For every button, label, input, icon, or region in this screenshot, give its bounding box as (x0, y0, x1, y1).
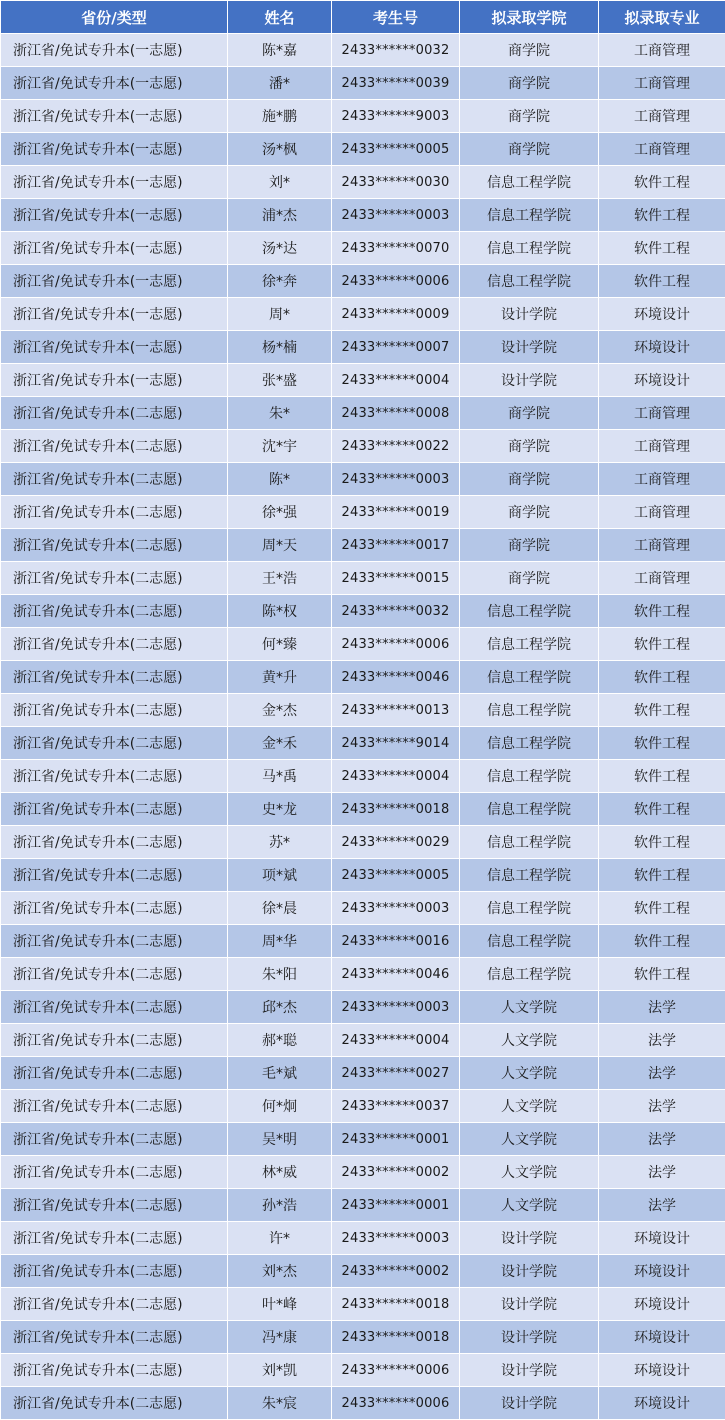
cell-major: 法学 (599, 1156, 725, 1189)
cell-province-type: 浙江省/免试专升本(一志愿) (1, 34, 228, 67)
cell-major: 工商管理 (599, 397, 725, 430)
cell-college: 信息工程学院 (460, 859, 599, 892)
table-row (1, 661, 725, 694)
cell-major: 法学 (599, 1057, 725, 1090)
cell-major: 法学 (599, 1189, 725, 1222)
cell-name: 汤*达 (228, 232, 332, 265)
cell-province-type: 浙江省/免试专升本(二志愿) (1, 463, 228, 496)
cell-province-type: 浙江省/免试专升本(二志愿) (1, 1123, 228, 1156)
cell-major: 软件工程 (599, 595, 725, 628)
cell-name: 陈*权 (228, 595, 332, 628)
cell-name: 马*禹 (228, 760, 332, 793)
cell-college: 设计学院 (460, 1387, 599, 1420)
cell-college: 信息工程学院 (460, 232, 599, 265)
cell-name: 周*华 (228, 925, 332, 958)
cell-exam-number: 2433******0037 (332, 1090, 460, 1123)
cell-exam-number: 2433******0070 (332, 232, 460, 265)
cell-exam-number: 2433******0006 (332, 265, 460, 298)
cell-college: 商学院 (460, 100, 599, 133)
cell-major: 工商管理 (599, 133, 725, 166)
table-row (1, 133, 725, 166)
cell-province-type: 浙江省/免试专升本(二志愿) (1, 628, 228, 661)
cell-name: 徐*奔 (228, 265, 332, 298)
cell-college: 信息工程学院 (460, 826, 599, 859)
cell-exam-number: 2433******0002 (332, 1255, 460, 1288)
cell-college: 人文学院 (460, 1057, 599, 1090)
cell-province-type: 浙江省/免试专升本(一志愿) (1, 133, 228, 166)
table-row (1, 1024, 725, 1057)
cell-college: 人文学院 (460, 1123, 599, 1156)
cell-name: 项*斌 (228, 859, 332, 892)
cell-name: 朱*宸 (228, 1387, 332, 1420)
cell-province-type: 浙江省/免试专升本(二志愿) (1, 826, 228, 859)
cell-name: 史*龙 (228, 793, 332, 826)
cell-name: 吴*明 (228, 1123, 332, 1156)
cell-province-type: 浙江省/免试专升本(二志愿) (1, 661, 228, 694)
cell-name: 徐*强 (228, 496, 332, 529)
cell-province-type: 浙江省/免试专升本(二志愿) (1, 1024, 228, 1057)
header-major: 拟录取专业 (599, 1, 725, 34)
cell-exam-number: 2433******0003 (332, 991, 460, 1024)
cell-major: 环境设计 (599, 298, 725, 331)
table-row (1, 430, 725, 463)
cell-exam-number: 2433******0039 (332, 67, 460, 100)
cell-name: 金*杰 (228, 694, 332, 727)
table-row (1, 67, 725, 100)
cell-exam-number: 2433******0004 (332, 760, 460, 793)
cell-exam-number: 2433******0004 (332, 364, 460, 397)
cell-exam-number: 2433******0005 (332, 133, 460, 166)
cell-major: 工商管理 (599, 496, 725, 529)
cell-name: 徐*晨 (228, 892, 332, 925)
cell-exam-number: 2433******0006 (332, 1387, 460, 1420)
cell-college: 信息工程学院 (460, 661, 599, 694)
cell-name: 潘* (228, 67, 332, 100)
cell-province-type: 浙江省/免试专升本(二志愿) (1, 397, 228, 430)
cell-name: 许* (228, 1222, 332, 1255)
cell-major: 环境设计 (599, 331, 725, 364)
table-row (1, 100, 725, 133)
table-row (1, 265, 725, 298)
cell-exam-number: 2433******0030 (332, 166, 460, 199)
cell-major: 工商管理 (599, 529, 725, 562)
cell-name: 金*禾 (228, 727, 332, 760)
table-row (1, 1288, 725, 1321)
cell-name: 杨*楠 (228, 331, 332, 364)
cell-major: 软件工程 (599, 265, 725, 298)
table-row (1, 793, 725, 826)
table-row (1, 892, 725, 925)
cell-exam-number: 2433******0005 (332, 859, 460, 892)
cell-college: 信息工程学院 (460, 793, 599, 826)
cell-college: 设计学院 (460, 1255, 599, 1288)
cell-exam-number: 2433******0003 (332, 1222, 460, 1255)
cell-major: 软件工程 (599, 859, 725, 892)
cell-major: 软件工程 (599, 727, 725, 760)
cell-name: 汤*枫 (228, 133, 332, 166)
cell-college: 商学院 (460, 496, 599, 529)
cell-major: 环境设计 (599, 1387, 725, 1420)
cell-exam-number: 2433******0009 (332, 298, 460, 331)
cell-major: 软件工程 (599, 892, 725, 925)
cell-exam-number: 2433******0018 (332, 793, 460, 826)
cell-name: 孙*浩 (228, 1189, 332, 1222)
cell-name: 邱*杰 (228, 991, 332, 1024)
cell-name: 刘*杰 (228, 1255, 332, 1288)
cell-exam-number: 2433******0019 (332, 496, 460, 529)
cell-exam-number: 2433******0022 (332, 430, 460, 463)
cell-college: 商学院 (460, 463, 599, 496)
header-province-type: 省份/类型 (1, 1, 228, 34)
cell-college: 设计学院 (460, 331, 599, 364)
cell-major: 环境设计 (599, 1288, 725, 1321)
cell-major: 法学 (599, 1123, 725, 1156)
cell-exam-number: 2433******0002 (332, 1156, 460, 1189)
table-row (1, 760, 725, 793)
cell-province-type: 浙江省/免试专升本(二志愿) (1, 595, 228, 628)
table-row (1, 397, 725, 430)
cell-exam-number: 2433******0004 (332, 1024, 460, 1057)
header-row (1, 1, 725, 34)
cell-name: 浦*杰 (228, 199, 332, 232)
cell-major: 软件工程 (599, 958, 725, 991)
cell-major: 软件工程 (599, 661, 725, 694)
cell-major: 软件工程 (599, 694, 725, 727)
cell-province-type: 浙江省/免试专升本(二志愿) (1, 1057, 228, 1090)
table-row (1, 298, 725, 331)
cell-name: 朱* (228, 397, 332, 430)
cell-name: 苏* (228, 826, 332, 859)
cell-name: 毛*斌 (228, 1057, 332, 1090)
table-row (1, 529, 725, 562)
cell-exam-number: 2433******0018 (332, 1288, 460, 1321)
cell-major: 软件工程 (599, 925, 725, 958)
cell-province-type: 浙江省/免试专升本(一志愿) (1, 67, 228, 100)
cell-college: 设计学院 (460, 298, 599, 331)
cell-college: 人文学院 (460, 1024, 599, 1057)
table-row (1, 199, 725, 232)
table-row (1, 826, 725, 859)
cell-province-type: 浙江省/免试专升本(二志愿) (1, 892, 228, 925)
cell-province-type: 浙江省/免试专升本(二志愿) (1, 430, 228, 463)
cell-province-type: 浙江省/免试专升本(二志愿) (1, 1090, 228, 1123)
cell-name: 何*臻 (228, 628, 332, 661)
cell-name: 冯*康 (228, 1321, 332, 1354)
cell-province-type: 浙江省/免试专升本(一志愿) (1, 100, 228, 133)
table-row (1, 463, 725, 496)
table-row (1, 1090, 725, 1123)
cell-college: 商学院 (460, 34, 599, 67)
cell-major: 环境设计 (599, 1354, 725, 1387)
cell-major: 环境设计 (599, 1321, 725, 1354)
cell-exam-number: 2433******9014 (332, 727, 460, 760)
cell-college: 人文学院 (460, 1189, 599, 1222)
cell-major: 工商管理 (599, 34, 725, 67)
cell-exam-number: 2433******0032 (332, 595, 460, 628)
cell-exam-number: 2433******0027 (332, 1057, 460, 1090)
cell-major: 法学 (599, 1024, 725, 1057)
table-row (1, 1321, 725, 1354)
cell-college: 设计学院 (460, 1354, 599, 1387)
table-row (1, 1057, 725, 1090)
cell-name: 陈* (228, 463, 332, 496)
cell-exam-number: 2433******0008 (332, 397, 460, 430)
cell-province-type: 浙江省/免试专升本(二志愿) (1, 1255, 228, 1288)
cell-name: 陈*嘉 (228, 34, 332, 67)
table-row (1, 1156, 725, 1189)
cell-province-type: 浙江省/免试专升本(二志愿) (1, 760, 228, 793)
cell-name: 黄*升 (228, 661, 332, 694)
cell-province-type: 浙江省/免试专升本(二志愿) (1, 694, 228, 727)
cell-major: 软件工程 (599, 826, 725, 859)
table-row (1, 859, 725, 892)
cell-province-type: 浙江省/免试专升本(一志愿) (1, 265, 228, 298)
cell-major: 工商管理 (599, 430, 725, 463)
cell-major: 环境设计 (599, 1222, 725, 1255)
table-row (1, 628, 725, 661)
table-header (1, 1, 725, 34)
cell-exam-number: 2433******0013 (332, 694, 460, 727)
header-exam-number: 考生号 (332, 1, 460, 34)
cell-province-type: 浙江省/免试专升本(二志愿) (1, 562, 228, 595)
cell-name: 朱*阳 (228, 958, 332, 991)
cell-province-type: 浙江省/免试专升本(二志愿) (1, 793, 228, 826)
cell-exam-number: 2433******0006 (332, 628, 460, 661)
table-row (1, 364, 725, 397)
cell-name: 周*天 (228, 529, 332, 562)
cell-college: 信息工程学院 (460, 199, 599, 232)
cell-province-type: 浙江省/免试专升本(二志愿) (1, 529, 228, 562)
cell-college: 设计学院 (460, 1222, 599, 1255)
cell-college: 人文学院 (460, 1090, 599, 1123)
cell-college: 设计学院 (460, 364, 599, 397)
cell-college: 商学院 (460, 562, 599, 595)
cell-major: 软件工程 (599, 628, 725, 661)
cell-province-type: 浙江省/免试专升本(一志愿) (1, 331, 228, 364)
cell-province-type: 浙江省/免试专升本(一志愿) (1, 166, 228, 199)
cell-college: 人文学院 (460, 1156, 599, 1189)
cell-province-type: 浙江省/免试专升本(二志愿) (1, 991, 228, 1024)
table-row (1, 595, 725, 628)
cell-name: 林*威 (228, 1156, 332, 1189)
cell-college: 设计学院 (460, 1288, 599, 1321)
table-row (1, 1354, 725, 1387)
cell-name: 刘* (228, 166, 332, 199)
table-row (1, 1123, 725, 1156)
cell-major: 工商管理 (599, 463, 725, 496)
cell-name: 叶*峰 (228, 1288, 332, 1321)
cell-college: 商学院 (460, 529, 599, 562)
cell-major: 软件工程 (599, 199, 725, 232)
table-row (1, 232, 725, 265)
cell-exam-number: 2433******9003 (332, 100, 460, 133)
cell-province-type: 浙江省/免试专升本(二志愿) (1, 1189, 228, 1222)
cell-name: 刘*凯 (228, 1354, 332, 1387)
cell-province-type: 浙江省/免试专升本(一志愿) (1, 199, 228, 232)
cell-college: 信息工程学院 (460, 892, 599, 925)
cell-province-type: 浙江省/免试专升本(二志愿) (1, 1222, 228, 1255)
cell-major: 软件工程 (599, 232, 725, 265)
cell-province-type: 浙江省/免试专升本(一志愿) (1, 364, 228, 397)
cell-major: 软件工程 (599, 793, 725, 826)
cell-name: 周* (228, 298, 332, 331)
cell-name: 郝*聪 (228, 1024, 332, 1057)
cell-major: 工商管理 (599, 562, 725, 595)
cell-exam-number: 2433******0016 (332, 925, 460, 958)
cell-major: 软件工程 (599, 760, 725, 793)
cell-province-type: 浙江省/免试专升本(二志愿) (1, 496, 228, 529)
cell-college: 信息工程学院 (460, 760, 599, 793)
cell-name: 沈*宇 (228, 430, 332, 463)
cell-college: 信息工程学院 (460, 925, 599, 958)
cell-province-type: 浙江省/免试专升本(二志愿) (1, 1321, 228, 1354)
cell-major: 法学 (599, 991, 725, 1024)
cell-college: 人文学院 (460, 991, 599, 1024)
table-row (1, 694, 725, 727)
cell-exam-number: 2433******0006 (332, 1354, 460, 1387)
cell-major: 环境设计 (599, 364, 725, 397)
cell-college: 信息工程学院 (460, 265, 599, 298)
cell-major: 环境设计 (599, 1255, 725, 1288)
cell-exam-number: 2433******0001 (332, 1189, 460, 1222)
cell-exam-number: 2433******0046 (332, 661, 460, 694)
cell-college: 商学院 (460, 430, 599, 463)
table-row (1, 496, 725, 529)
header-college: 拟录取学院 (460, 1, 599, 34)
cell-province-type: 浙江省/免试专升本(二志愿) (1, 859, 228, 892)
cell-college: 商学院 (460, 133, 599, 166)
cell-name: 施*鹏 (228, 100, 332, 133)
cell-exam-number: 2433******0007 (332, 331, 460, 364)
cell-exam-number: 2433******0001 (332, 1123, 460, 1156)
table-body (1, 34, 725, 1420)
cell-college: 信息工程学院 (460, 958, 599, 991)
cell-college: 设计学院 (460, 1321, 599, 1354)
cell-college: 信息工程学院 (460, 595, 599, 628)
cell-exam-number: 2433******0046 (332, 958, 460, 991)
cell-major: 软件工程 (599, 166, 725, 199)
header-name: 姓名 (228, 1, 332, 34)
table-row (1, 166, 725, 199)
cell-exam-number: 2433******0017 (332, 529, 460, 562)
cell-province-type: 浙江省/免试专升本(一志愿) (1, 298, 228, 331)
cell-exam-number: 2433******0003 (332, 463, 460, 496)
cell-college: 信息工程学院 (460, 694, 599, 727)
cell-province-type: 浙江省/免试专升本(一志愿) (1, 232, 228, 265)
table-row (1, 1387, 725, 1420)
cell-college: 信息工程学院 (460, 166, 599, 199)
cell-province-type: 浙江省/免试专升本(二志愿) (1, 1288, 228, 1321)
table-row (1, 34, 725, 67)
table-row (1, 958, 725, 991)
cell-college: 商学院 (460, 67, 599, 100)
table-row (1, 1255, 725, 1288)
cell-exam-number: 2433******0032 (332, 34, 460, 67)
table-row (1, 925, 725, 958)
table-row (1, 727, 725, 760)
cell-name: 张*盛 (228, 364, 332, 397)
table-row (1, 991, 725, 1024)
cell-major: 工商管理 (599, 100, 725, 133)
cell-province-type: 浙江省/免试专升本(二志愿) (1, 1354, 228, 1387)
cell-province-type: 浙江省/免试专升本(二志愿) (1, 958, 228, 991)
cell-province-type: 浙江省/免试专升本(二志愿) (1, 1387, 228, 1420)
cell-college: 信息工程学院 (460, 727, 599, 760)
cell-name: 王*浩 (228, 562, 332, 595)
cell-exam-number: 2433******0003 (332, 892, 460, 925)
cell-exam-number: 2433******0018 (332, 1321, 460, 1354)
cell-province-type: 浙江省/免试专升本(二志愿) (1, 925, 228, 958)
cell-province-type: 浙江省/免试专升本(二志愿) (1, 727, 228, 760)
cell-province-type: 浙江省/免试专升本(二志愿) (1, 1156, 228, 1189)
cell-major: 法学 (599, 1090, 725, 1123)
table-row (1, 1189, 725, 1222)
cell-name: 何*炯 (228, 1090, 332, 1123)
table-row (1, 562, 725, 595)
table-row (1, 1222, 725, 1255)
cell-exam-number: 2433******0029 (332, 826, 460, 859)
table-row (1, 331, 725, 364)
cell-college: 信息工程学院 (460, 628, 599, 661)
cell-exam-number: 2433******0015 (332, 562, 460, 595)
cell-major: 工商管理 (599, 67, 725, 100)
cell-exam-number: 2433******0003 (332, 199, 460, 232)
cell-college: 商学院 (460, 397, 599, 430)
